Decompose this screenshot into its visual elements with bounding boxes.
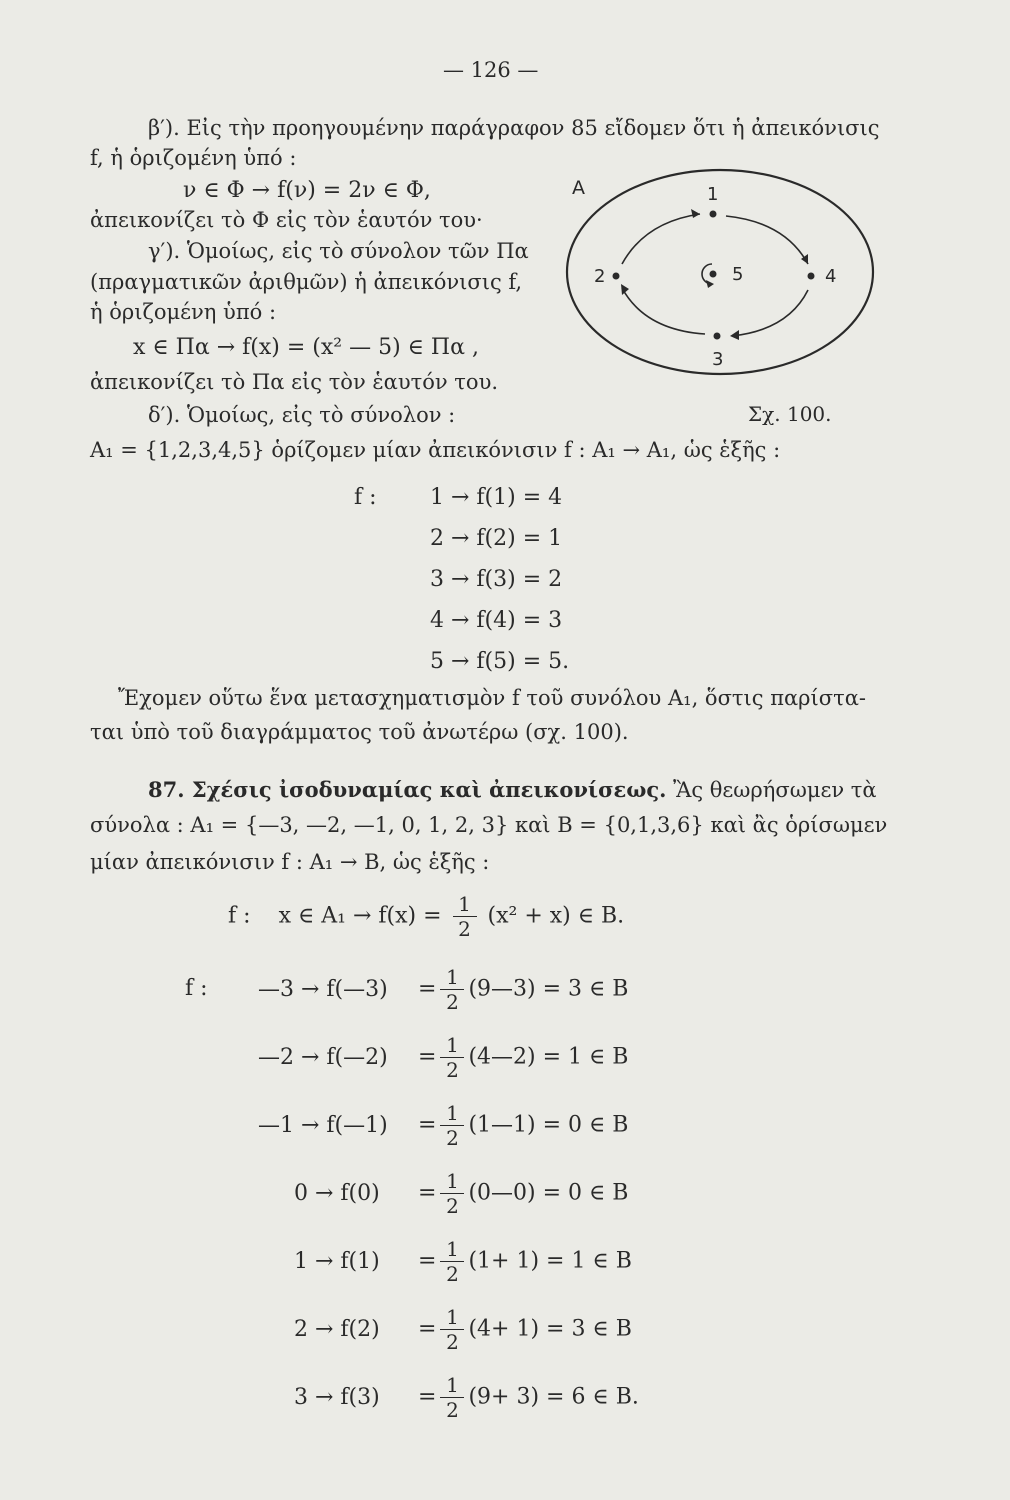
mapping-a1-row: 3 → f(3) = 2 [430,567,563,592]
arrow-2-to-1 [622,214,700,264]
point-2-label: 2 [594,266,606,287]
para-c-line1: γ′). Ὁμοίως, εἰς τὸ σύνολον τῶν Πα [148,239,529,263]
para-c-line2: (πραγματικῶν ἀριθμῶν) ἡ ἀπεικόνισις f, [90,270,523,294]
para-c-line3: ἡ ὁριζομένη ὑπό : [90,300,277,324]
para-b-line3: ἀπεικονίζει τὸ Φ εἰς τὸν ἑαυτόν του· [90,208,483,232]
point-2 [613,273,620,280]
arrow-2-to-1-head [691,209,700,218]
mapping-a1-row: 4 → f(4) = 3 [430,608,563,633]
set-a-label: A [572,177,585,199]
point-1 [710,211,717,218]
point-3 [714,333,721,340]
mapping-a1-row: 5 → f(5) = 5. [430,649,570,674]
mapping-a1-row: 2 → f(2) = 1 [430,526,563,551]
general-formula-right: (x² + x) ∈ B. [487,903,625,929]
point-5 [710,271,717,278]
mapping-b-row: 3 → f(3) = $\frac{1}{2}$ (9+ 3) = 6 ∈ B. [294,1373,639,1422]
para-b-line2: f, ἡ ὁριζομένη ὑπό : [90,146,297,170]
section-87-line1-rest: Ἂς θεωρήσωμεν τὰ [673,778,877,802]
section-87-line2: σύνολα : A₁ = {—3, —2, —1, 0, 1, 2, 3} καὶ B = {0,1,3,6} καὶ ἂς ὁρίσωμεν [90,813,888,837]
para-b-line1: β′). Εἰς τὴν προηγουμένην παράγραφον 85 εἴδομεν ὅτι ἡ ἀπεικόνισις [148,116,880,140]
arrow-4-to-3 [732,290,808,336]
mapping-b-row: 0 → f(0) = $\frac{1}{2}$ (0—0) = 0 ∈ B [294,1169,629,1218]
general-formula-label: f : [228,903,251,929]
summary-line1: Ἔχομεν οὕτω ἕνα μετασχηματισμὸν f τοῦ συνόλου A₁, ὅστις παρίστα- [118,686,866,710]
para-b-formula: ν ∈ Φ → f(ν) = 2ν ∈ Φ, [183,178,431,203]
mapping-a1-row: 1 → f(1) = 4 [430,485,563,510]
general-formula-left: x ∈ A₁ → f(x) = [278,903,442,929]
mapping-a1-label: f : [354,485,377,510]
arrow-5-loop-head [706,280,714,288]
general-formula [228,893,624,940]
para-c-line4: ἀπεικονίζει τὸ Πα εἰς τὸν ἑαυτόν του. [90,370,499,394]
para-d-line2: A₁ = {1,2,3,4,5} ὁρίζομεν μίαν ἀπεικόνισιν f : A₁ → A₁, ὡς ἑξῆς : [90,438,781,462]
point-4 [808,273,815,280]
figure-caption: Σχ. 100. [748,402,832,426]
arrow-1-to-4 [726,216,808,264]
mapping-b-row: —1 → f(—1) = $\frac{1}{2}$ (1—1) = 0 ∈ B [258,1101,629,1150]
point-1-label: 1 [707,184,719,205]
arrow-4-to-3-head [730,330,739,340]
mapping-b-label: f : [185,976,208,1001]
point-5-label: 5 [732,264,744,285]
summary-line2: ται ὑπὸ τοῦ διαγράμματος τοῦ ἀνωτέρω (σχ. 100). [90,720,629,744]
para-c-formula: x ∈ Πα → f(x) = (x² — 5) ∈ Πα , [133,335,479,360]
section-87-heading: 87. Σχέσις ἰσοδυναμίας καὶ ἀπεικονίσεως. [148,777,667,802]
page-number: — 126 — [443,58,539,82]
para-d-line1: δ′). Ὁμοίως, εἰς τὸ σύνολον : [148,403,456,427]
mapping-b-row: 1 → f(1) = $\frac{1}{2}$ (1+ 1) = 1 ∈ B [294,1237,632,1286]
mapping-b-row: 2 → f(2) = $\frac{1}{2}$ (4+ 1) = 3 ∈ B [294,1305,632,1354]
point-4-label: 4 [825,266,837,287]
point-3-label: 3 [712,349,724,370]
arrow-3-to-2 [622,288,705,334]
mapping-b-row: —3 → f(—3) = $\frac{1}{2}$ (9—3) = 3 ∈ B [258,965,629,1014]
fraction-one-half: $\frac{1}{2}$ [453,893,477,940]
section-87-line3: μίαν ἀπεικόνισιν f : A₁ → B, ὡς ἑξῆς : [90,850,490,874]
mapping-b-row: —2 → f(—2) = $\frac{1}{2}$ (4—2) = 1 ∈ B [258,1033,629,1082]
set-mapping-diagram [560,160,890,405]
